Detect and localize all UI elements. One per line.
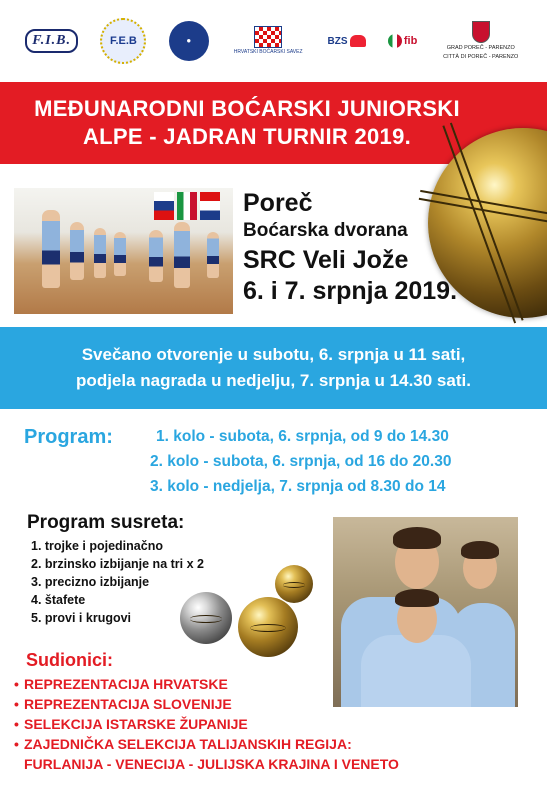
round-1: 1. kolo - subota, 6. srpnja, od 9 do 14.30 — [156, 428, 449, 445]
participant-item: • REPREZENTACIJA SLOVENIJE — [14, 694, 399, 714]
club-emblem-logo: ● — [169, 21, 209, 61]
fib-logo-text: F.I.B. — [25, 29, 78, 53]
program-label: Program: — [24, 426, 113, 448]
venue-info — [243, 188, 457, 306]
title-line-2: ALPE - JADRAN TURNIR 2019. — [82, 124, 412, 149]
venue-city: Poreč — [243, 189, 313, 217]
participant-item: • SELEKCIJA ISTARSKE ŽUPANIJE — [14, 714, 399, 734]
susret-item: 5. provi i krugovi — [31, 611, 132, 625]
susret-item: 1. trojke i pojedinačno — [31, 539, 163, 553]
fib-italy-text: fib — [403, 35, 418, 47]
croatia-flag-icon — [200, 192, 220, 220]
fib-logo — [25, 29, 78, 53]
event-date: 6. i 7. srpnja 2019. — [243, 277, 458, 305]
gold-ball-image — [275, 565, 313, 603]
participant-item: FURLANIJA - VENECIJA - JULIJSKA KRAJINA I VENETO — [24, 756, 399, 772]
bzs-logo — [328, 35, 366, 47]
participants-title: Sudionici: — [26, 650, 113, 670]
participant-item: • REPREZENTACIJA HRVATSKE — [14, 674, 399, 694]
sponsor-logos — [0, 0, 547, 82]
gold-ball-image — [238, 597, 298, 657]
fib-italy-logo — [388, 34, 417, 48]
feb-logo — [100, 18, 146, 64]
round-3: 3. kolo - nedjelja, 7. srpnja od 8.30 do 14 — [150, 478, 446, 495]
slovenia-flag-icon — [154, 192, 174, 220]
announcement-band — [0, 327, 547, 409]
hbs-logo — [231, 21, 305, 61]
program-susreta-title: Program susreta: — [27, 512, 185, 533]
feb-logo-text: F.E.B — [109, 35, 137, 47]
venue-hall: Boćarska dvorana — [243, 220, 408, 241]
porec-crest-logo — [440, 21, 522, 60]
title-line-1: MEĐUNARODNI BOĆARSKI JUNIORSKI — [34, 96, 460, 121]
italy-flag-icon — [177, 192, 197, 220]
announcement-line-2: podjela nagrada u nedjelju, 7. srpnja u 14.30 sati. — [76, 371, 471, 390]
hbs-caption: HRVATSKI BOĆARSKI SAVEZ — [233, 49, 303, 56]
announcement-line-1: Svečano otvorenje u subotu, 6. srpnja u 11 sati, — [81, 345, 466, 364]
silver-ball-image — [180, 592, 232, 644]
porec-caption-2: CITTÀ DI POREČ - PARENZO — [443, 54, 519, 60]
crest-icon — [472, 21, 490, 43]
players-photo — [14, 188, 233, 314]
round-2: 2. kolo - subota, 6. srpnja, od 16 do 20.30 — [150, 453, 452, 470]
bzs-text: BZS — [327, 35, 348, 47]
program-susreta-list — [31, 537, 204, 627]
program-rounds — [150, 424, 451, 499]
susret-item: 3. precizno izbijanje — [31, 575, 150, 589]
participants-list — [14, 674, 399, 774]
participant-item: • ZAJEDNIČKA SELEKCIJA TALIJANSKIH REGIJA: — [14, 734, 399, 754]
susret-item: 4. štafete — [31, 593, 86, 607]
porec-caption-1: GRAD POREČ - PARENZO — [446, 45, 515, 52]
susret-item: 2. brzinsko izbijanje na tri x 2 — [31, 557, 204, 571]
venue-complex: SRC Veli Jože — [243, 246, 409, 274]
